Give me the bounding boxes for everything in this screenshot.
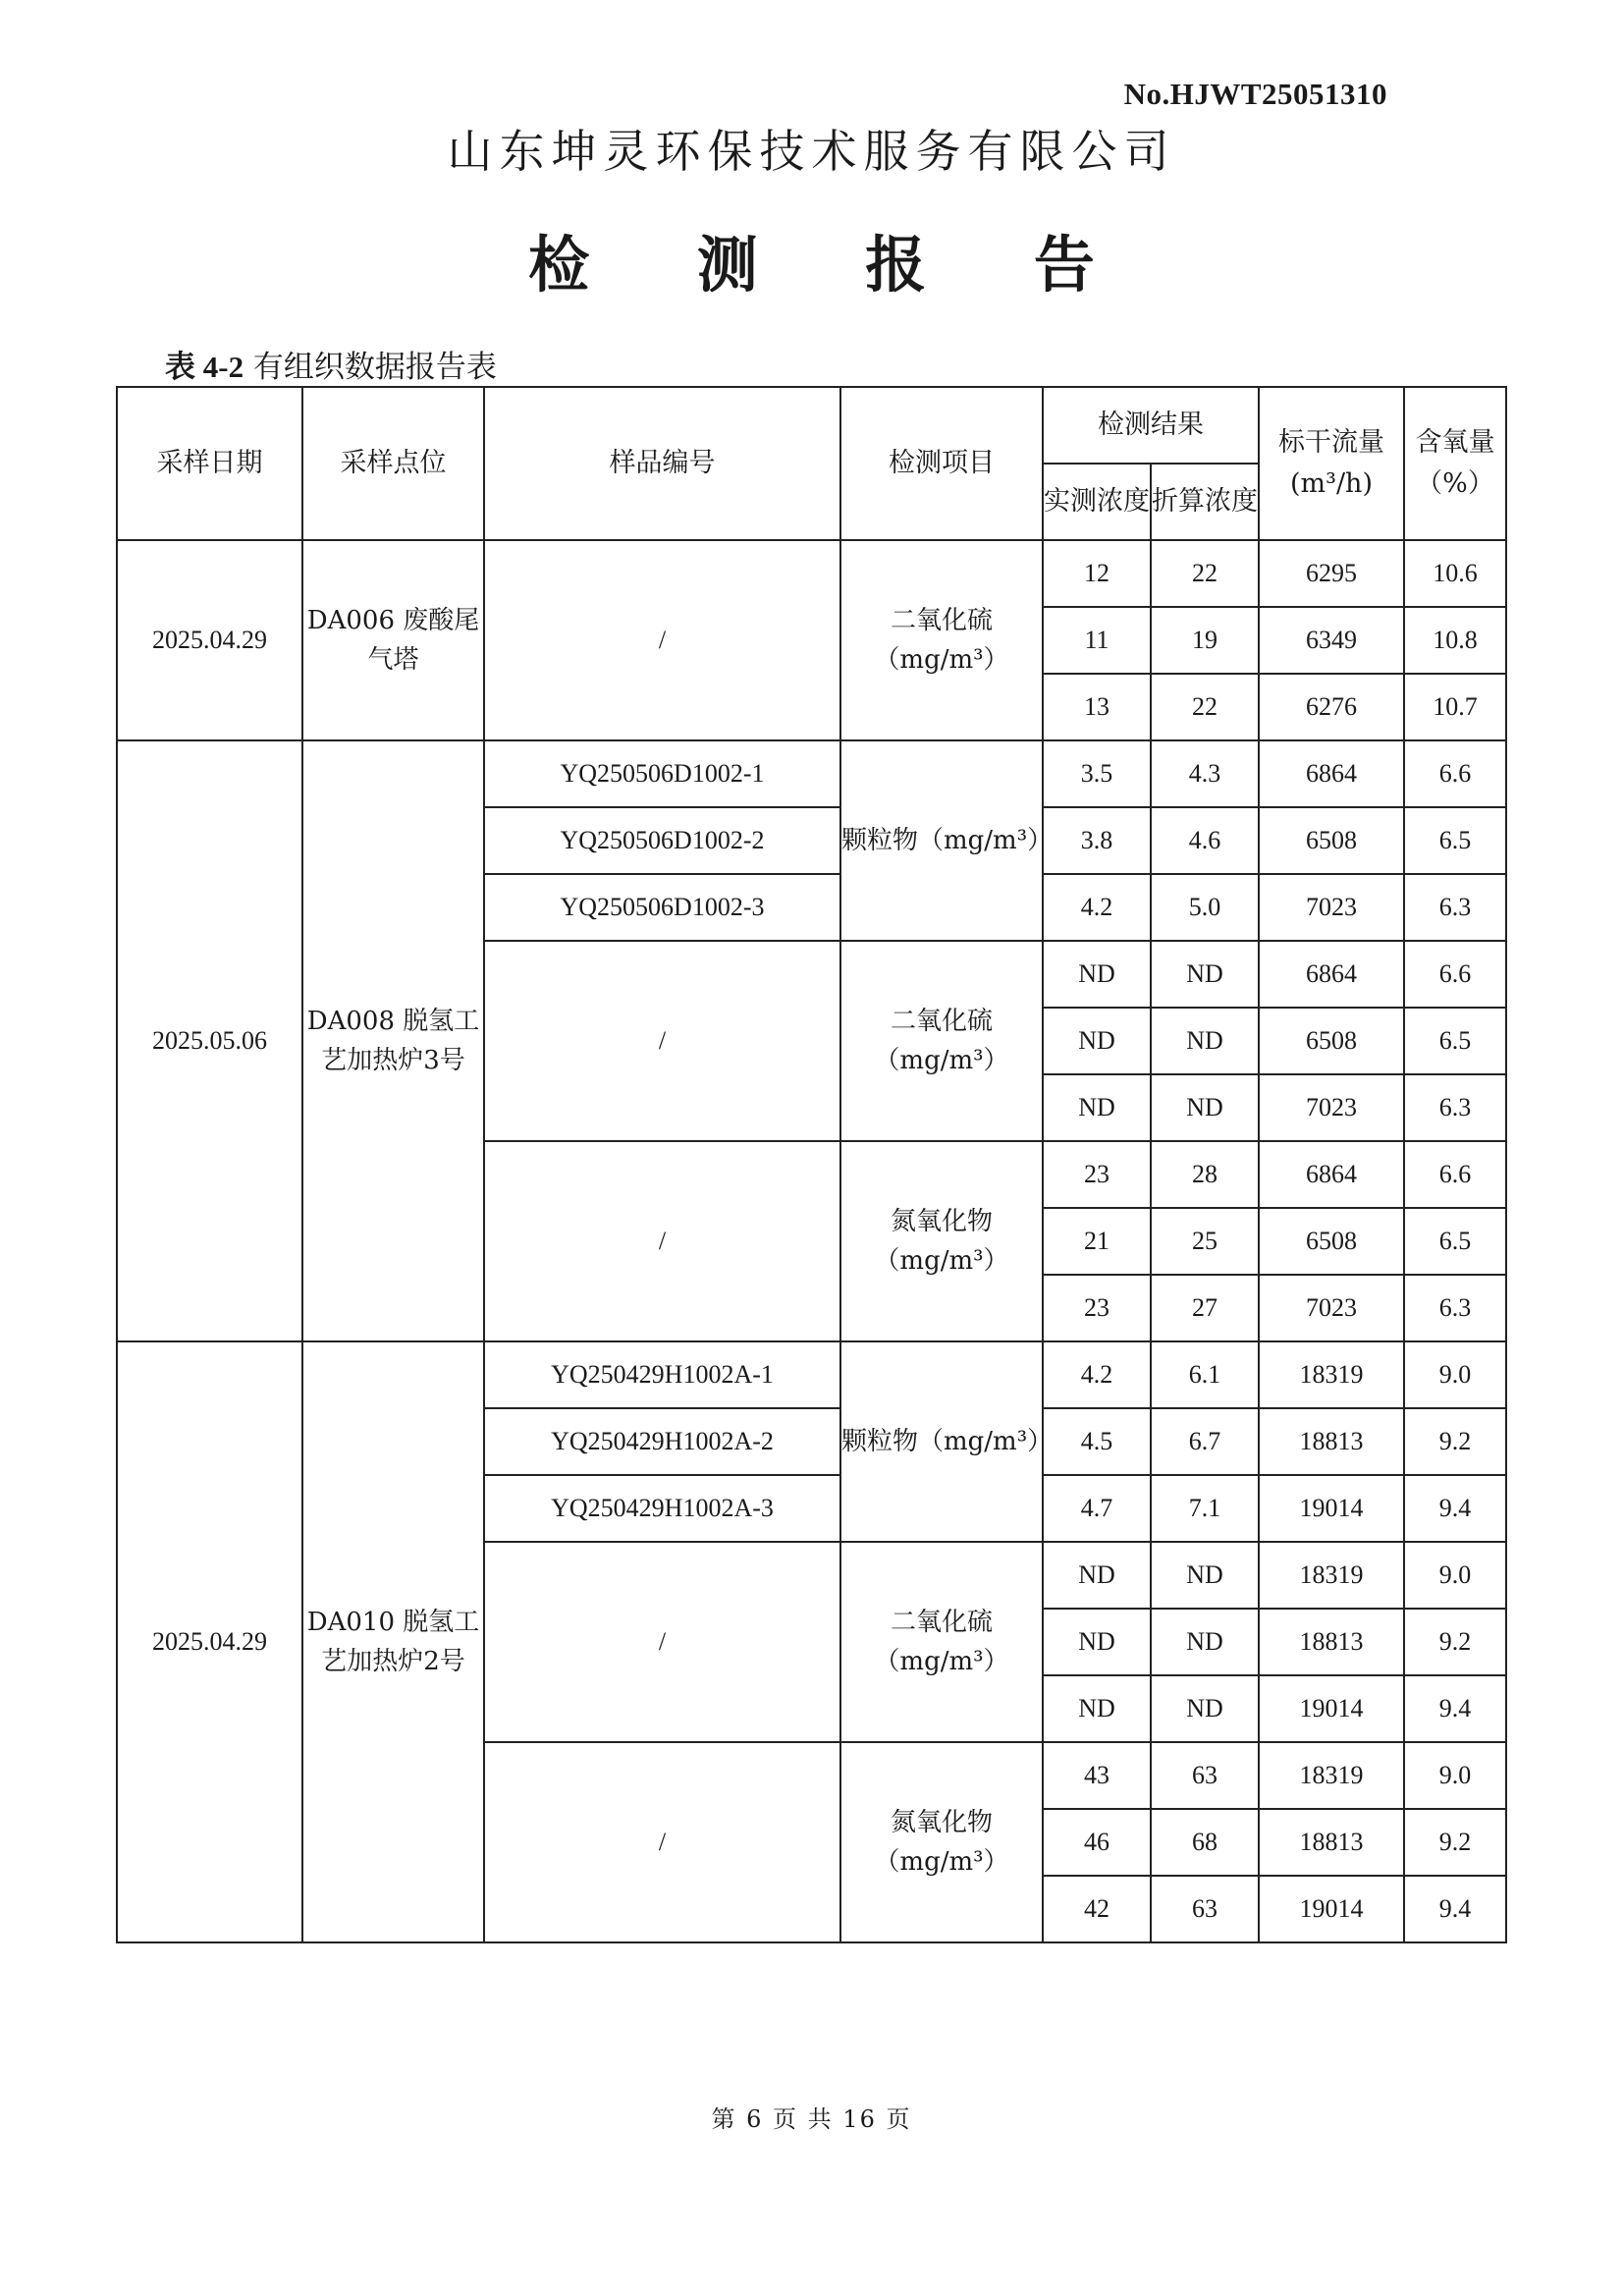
cell-measured: 42 xyxy=(1043,1876,1151,1942)
cell-oxygen: 6.3 xyxy=(1404,1275,1506,1341)
cell-measured: 21 xyxy=(1043,1208,1151,1275)
cell-flow: 7023 xyxy=(1259,1275,1404,1341)
cell-measured: 46 xyxy=(1043,1809,1151,1876)
cell-measured: 4.7 xyxy=(1043,1475,1151,1542)
cell-converted: 27 xyxy=(1151,1275,1259,1341)
cell-flow: 18319 xyxy=(1259,1742,1404,1809)
cell-converted: ND xyxy=(1151,1609,1259,1675)
cell-measured: ND xyxy=(1043,1609,1151,1675)
header-oxygen: 含氧量（%） xyxy=(1404,387,1506,540)
cell-sample-id: / xyxy=(484,1742,840,1942)
cell-converted: ND xyxy=(1151,1675,1259,1742)
cell-flow: 18319 xyxy=(1259,1341,1404,1408)
cell-flow: 6508 xyxy=(1259,1208,1404,1275)
cell-oxygen: 9.2 xyxy=(1404,1609,1506,1675)
cell-measured: 13 xyxy=(1043,674,1151,740)
table-row xyxy=(117,740,1506,807)
cell-oxygen: 6.6 xyxy=(1404,1141,1506,1208)
cell-oxygen: 6.3 xyxy=(1404,1074,1506,1141)
header-flow: 标干流量(m³/h) xyxy=(1259,387,1404,540)
cell-flow: 18813 xyxy=(1259,1809,1404,1876)
header-result: 检测结果 xyxy=(1043,387,1259,464)
cell-flow: 18319 xyxy=(1259,1542,1404,1609)
cell-measured: 4.5 xyxy=(1043,1408,1151,1475)
cell-converted: 63 xyxy=(1151,1742,1259,1809)
cell-flow: 18813 xyxy=(1259,1609,1404,1675)
cell-oxygen: 9.4 xyxy=(1404,1876,1506,1942)
cell-measured: 12 xyxy=(1043,540,1151,607)
cell-item: 氮氧化物（mg/m³） xyxy=(840,1141,1043,1341)
cell-item: 二氧化硫（mg/m³） xyxy=(840,1542,1043,1742)
cell-converted: 4.3 xyxy=(1151,740,1259,807)
header-point: 采样点位 xyxy=(302,387,484,540)
cell-flow: 6508 xyxy=(1259,1008,1404,1074)
cell-converted: 4.6 xyxy=(1151,807,1259,874)
cell-flow: 19014 xyxy=(1259,1675,1404,1742)
table-caption-text: 有组织数据报告表 xyxy=(243,350,497,385)
cell-measured: 11 xyxy=(1043,607,1151,674)
cell-oxygen: 10.7 xyxy=(1404,674,1506,740)
cell-sample-id: / xyxy=(484,1542,840,1742)
cell-measured: ND xyxy=(1043,1542,1151,1609)
cell-item: 颗粒物（mg/m³） xyxy=(840,740,1043,941)
cell-measured: 4.2 xyxy=(1043,1341,1151,1408)
cell-converted: 63 xyxy=(1151,1876,1259,1942)
cell-sample-id: YQ250429H1002A-1 xyxy=(484,1341,840,1408)
cell-measured: ND xyxy=(1043,1074,1151,1141)
cell-oxygen: 6.3 xyxy=(1404,874,1506,941)
cell-measured: 3.5 xyxy=(1043,740,1151,807)
cell-oxygen: 9.0 xyxy=(1404,1542,1506,1609)
cell-date: 2025.05.06 xyxy=(117,740,302,1341)
cell-converted: 68 xyxy=(1151,1809,1259,1876)
cell-oxygen: 10.8 xyxy=(1404,607,1506,674)
cell-measured: 23 xyxy=(1043,1275,1151,1341)
cell-date: 2025.04.29 xyxy=(117,1341,302,1942)
cell-flow: 7023 xyxy=(1259,1074,1404,1141)
cell-sample-id: / xyxy=(484,540,840,740)
cell-converted: ND xyxy=(1151,941,1259,1008)
cell-oxygen: 9.0 xyxy=(1404,1341,1506,1408)
cell-date: 2025.04.29 xyxy=(117,540,302,740)
cell-flow: 6295 xyxy=(1259,540,1404,607)
table-row xyxy=(117,1341,1506,1408)
company-name: 山东坤灵环保技术服务有限公司 xyxy=(447,125,1176,178)
cell-sample-id: YQ250429H1002A-3 xyxy=(484,1475,840,1542)
cell-sample-id: / xyxy=(484,941,840,1141)
cell-oxygen: 9.0 xyxy=(1404,1742,1506,1809)
cell-sample-id: YQ250506D1002-2 xyxy=(484,807,840,874)
table-body xyxy=(117,540,1506,1942)
cell-converted: 7.1 xyxy=(1151,1475,1259,1542)
cell-sample-id: YQ250506D1002-1 xyxy=(484,740,840,807)
table-caption xyxy=(165,342,497,386)
cell-item: 二氧化硫（mg/m³） xyxy=(840,941,1043,1141)
report-number: No.HJWT25051310 xyxy=(1123,77,1387,111)
report-title: 检 测 报 告 xyxy=(528,229,1138,301)
cell-item: 二氧化硫（mg/m³） xyxy=(840,540,1043,740)
cell-converted: 28 xyxy=(1151,1141,1259,1208)
cell-flow: 6864 xyxy=(1259,740,1404,807)
cell-oxygen: 10.6 xyxy=(1404,540,1506,607)
cell-converted: 19 xyxy=(1151,607,1259,674)
cell-point: DA010 脱氢工艺加热炉2号 xyxy=(302,1341,484,1942)
cell-oxygen: 9.2 xyxy=(1404,1408,1506,1475)
cell-oxygen: 9.4 xyxy=(1404,1475,1506,1542)
cell-converted: 6.7 xyxy=(1151,1408,1259,1475)
cell-flow: 19014 xyxy=(1259,1876,1404,1942)
header-converted: 折算浓度 xyxy=(1151,464,1259,540)
cell-item: 氮氧化物（mg/m³） xyxy=(840,1742,1043,1942)
cell-oxygen: 6.6 xyxy=(1404,740,1506,807)
cell-measured: 43 xyxy=(1043,1742,1151,1809)
cell-converted: 22 xyxy=(1151,540,1259,607)
cell-flow: 6864 xyxy=(1259,941,1404,1008)
cell-measured: ND xyxy=(1043,1008,1151,1074)
cell-sample-id: YQ250429H1002A-2 xyxy=(484,1408,840,1475)
cell-flow: 19014 xyxy=(1259,1475,1404,1542)
cell-measured: 4.2 xyxy=(1043,874,1151,941)
cell-converted: ND xyxy=(1151,1542,1259,1609)
cell-oxygen: 6.5 xyxy=(1404,1008,1506,1074)
cell-measured: ND xyxy=(1043,1675,1151,1742)
cell-flow: 7023 xyxy=(1259,874,1404,941)
header-item: 检测项目 xyxy=(840,387,1043,540)
cell-flow: 18813 xyxy=(1259,1408,1404,1475)
cell-measured: 23 xyxy=(1043,1141,1151,1208)
cell-converted: ND xyxy=(1151,1074,1259,1141)
header-date: 采样日期 xyxy=(117,387,302,540)
cell-oxygen: 9.2 xyxy=(1404,1809,1506,1876)
header-sample-id: 样品编号 xyxy=(484,387,840,540)
emission-data-table xyxy=(116,386,1507,1943)
cell-converted: ND xyxy=(1151,1008,1259,1074)
cell-oxygen: 6.6 xyxy=(1404,941,1506,1008)
cell-sample-id: / xyxy=(484,1141,840,1341)
cell-flow: 6508 xyxy=(1259,807,1404,874)
cell-oxygen: 9.4 xyxy=(1404,1675,1506,1742)
cell-point: DA008 脱氢工艺加热炉3号 xyxy=(302,740,484,1341)
cell-measured: 3.8 xyxy=(1043,807,1151,874)
cell-point: DA006 废酸尾气塔 xyxy=(302,540,484,740)
cell-oxygen: 6.5 xyxy=(1404,807,1506,874)
table-row xyxy=(117,540,1506,607)
cell-item: 颗粒物（mg/m³） xyxy=(840,1341,1043,1542)
cell-flow: 6864 xyxy=(1259,1141,1404,1208)
cell-measured: ND xyxy=(1043,941,1151,1008)
cell-oxygen: 6.5 xyxy=(1404,1208,1506,1275)
cell-converted: 5.0 xyxy=(1151,874,1259,941)
table-caption-number: 表 4-2 xyxy=(165,350,244,384)
cell-sample-id: YQ250506D1002-3 xyxy=(484,874,840,941)
cell-converted: 6.1 xyxy=(1151,1341,1259,1408)
page-footer: 第 6 页 共 16 页 xyxy=(711,2105,912,2133)
cell-flow: 6349 xyxy=(1259,607,1404,674)
cell-flow: 6276 xyxy=(1259,674,1404,740)
cell-converted: 22 xyxy=(1151,674,1259,740)
cell-converted: 25 xyxy=(1151,1208,1259,1275)
header-measured: 实测浓度 xyxy=(1043,464,1151,540)
